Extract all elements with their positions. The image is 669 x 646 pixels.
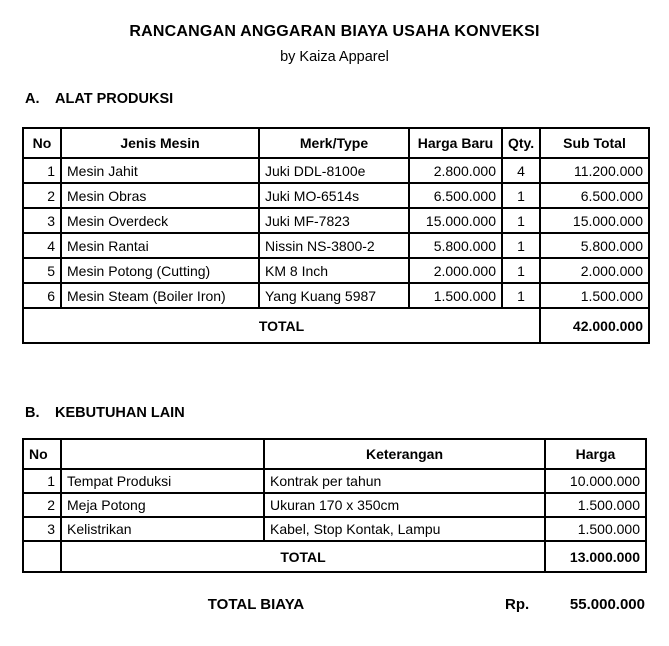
cell-merk-type: Juki MO-6514s [259,183,409,208]
table-row [23,517,646,541]
cell-item: Kelistrikan [61,517,264,541]
table-total-row [23,541,646,572]
grand-total-value: 55.000.000 [569,596,645,613]
document-subtitle: by Kaiza Apparel [280,49,389,65]
cell-item: Meja Potong [61,493,264,517]
table-header-row [23,128,649,158]
cell-sub-total: 11.200.000 [540,158,649,183]
cell-no: 2 [23,183,61,208]
cell-qty: 1 [502,183,540,208]
col-header-harga-baru: Harga Baru [409,128,502,158]
document-title: RANCANGAN ANGGARAN BIAYA USAHA KONVEKSI [129,23,540,40]
cell-qty: 4 [502,158,540,183]
col-header-item [61,439,264,469]
grand-total-label: TOTAL BIAYA [207,596,305,613]
cell-harga: 10.000.000 [545,469,646,493]
cell-jenis-mesin: Mesin Overdeck [61,208,259,233]
cell-sub-total: 1.500.000 [540,283,649,308]
table-total-row [23,308,649,343]
section-b-title: KEBUTUHAN LAIN [55,405,185,421]
total-label: TOTAL [61,541,545,572]
col-header-qty: Qty. [502,128,540,158]
col-header-merk-type: Merk/Type [259,128,409,158]
cell-jenis-mesin: Mesin Jahit [61,158,259,183]
cell-merk-type: KM 8 Inch [259,258,409,283]
cell-merk-type: Nissin NS-3800-2 [259,233,409,258]
cell-no: 1 [23,158,61,183]
currency-label: Rp. [505,596,530,613]
cell-harga-baru: 2.000.000 [409,258,502,283]
cell-sub-total: 15.000.000 [540,208,649,233]
col-header-no: No [23,128,61,158]
cell-sub-total: 5.800.000 [540,233,649,258]
section-a-heading [25,91,669,107]
cell-sub-total: 2.000.000 [540,258,649,283]
cell-qty: 1 [502,233,540,258]
cell-harga-baru: 1.500.000 [409,283,502,308]
table-row [23,208,649,233]
cell-jenis-mesin: Mesin Potong (Cutting) [61,258,259,283]
cell-jenis-mesin: Mesin Steam (Boiler Iron) [61,283,259,308]
table-header-row [23,439,646,469]
cell-no: 5 [23,258,61,283]
cell-no: 3 [23,208,61,233]
table-row [23,158,649,183]
col-header-sub-total: Sub Total [540,128,649,158]
grand-total-line [0,596,669,616]
cell-harga: 1.500.000 [545,493,646,517]
alat-produksi-table [22,127,650,344]
cell-harga-baru: 2.800.000 [409,158,502,183]
total-value: 42.000.000 [540,308,649,343]
section-a-title: ALAT PRODUKSI [55,91,174,107]
cell-no: 1 [23,469,61,493]
col-header-jenis-mesin: Jenis Mesin [61,128,259,158]
cell-item: Tempat Produksi [61,469,264,493]
cell-harga-baru: 15.000.000 [409,208,502,233]
cell-no: 3 [23,517,61,541]
cell-qty: 1 [502,258,540,283]
cell-harga-baru: 5.800.000 [409,233,502,258]
cell-harga: 1.500.000 [545,517,646,541]
section-b-label: B. [25,405,40,421]
col-header-no: No [23,439,61,469]
cell-merk-type: Yang Kuang 5987 [259,283,409,308]
cell-sub-total: 6.500.000 [540,183,649,208]
cell-keterangan: Kabel, Stop Kontak, Lampu [264,517,545,541]
cell-harga-baru: 6.500.000 [409,183,502,208]
table-row [23,469,646,493]
cell-merk-type: Juki MF-7823 [259,208,409,233]
section-b-heading [25,405,669,421]
col-header-harga: Harga [545,439,646,469]
cell-keterangan: Ukuran 170 x 350cm [264,493,545,517]
cell-jenis-mesin: Mesin Rantai [61,233,259,258]
table-row [23,493,646,517]
table-row [23,283,649,308]
cell-no: 4 [23,233,61,258]
total-value: 13.000.000 [545,541,646,572]
table-row [23,233,649,258]
col-header-keterangan: Keterangan [264,439,545,469]
cell-qty: 1 [502,283,540,308]
section-a-label: A. [25,91,40,107]
table-row [23,183,649,208]
empty-cell [23,541,61,572]
cell-no: 6 [23,283,61,308]
cell-no: 2 [23,493,61,517]
kebutuhan-lain-table [22,438,647,573]
cell-keterangan: Kontrak per tahun [264,469,545,493]
cell-jenis-mesin: Mesin Obras [61,183,259,208]
cell-merk-type: Juki DDL-8100e [259,158,409,183]
total-label: TOTAL [23,308,540,343]
cell-qty: 1 [502,208,540,233]
table-row [23,258,649,283]
